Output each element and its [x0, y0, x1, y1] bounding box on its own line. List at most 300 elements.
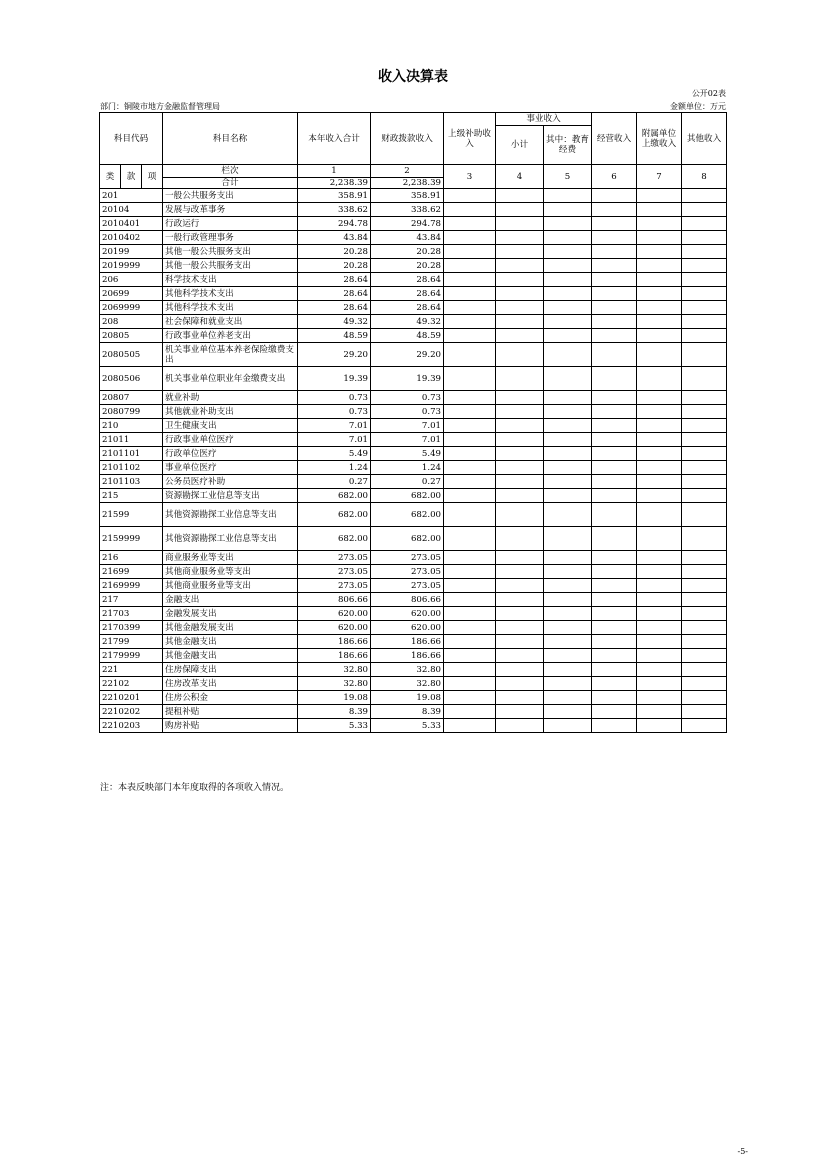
row-total: 49.32	[298, 315, 371, 329]
row-edu	[544, 635, 592, 649]
row-upper	[444, 649, 496, 663]
table-row	[100, 607, 727, 621]
col-index-8: 8	[682, 165, 727, 189]
row-edu	[544, 245, 592, 259]
row-edu	[544, 705, 592, 719]
row-subsidiary	[637, 203, 682, 217]
row-subsidiary	[637, 461, 682, 475]
row-upper	[444, 691, 496, 705]
row-edu	[544, 527, 592, 551]
row-name: 提租补贴	[163, 705, 298, 719]
row-fiscal: 0.73	[371, 391, 444, 405]
row-fiscal: 273.05	[371, 565, 444, 579]
row-subtotal	[496, 691, 544, 705]
row-total: 19.39	[298, 367, 371, 391]
row-total: 0.73	[298, 405, 371, 419]
row-code: 215	[100, 489, 163, 503]
table-row	[100, 635, 727, 649]
row-code: 2019999	[100, 259, 163, 273]
row-other	[682, 691, 727, 705]
row-edu	[544, 663, 592, 677]
row-subsidiary	[637, 273, 682, 287]
col-index-7: 7	[637, 165, 682, 189]
table-row	[100, 475, 727, 489]
header-business: 事业收入	[496, 113, 592, 126]
row-upper	[444, 189, 496, 203]
row-other	[682, 579, 727, 593]
row-operating	[592, 621, 637, 635]
header-code: 科目代码	[100, 113, 163, 165]
row-other	[682, 621, 727, 635]
row-subtotal	[496, 489, 544, 503]
row-other	[682, 203, 727, 217]
row-code: 2210201	[100, 691, 163, 705]
row-code: 216	[100, 551, 163, 565]
row-upper	[444, 607, 496, 621]
table-row	[100, 391, 727, 405]
row-subtotal	[496, 433, 544, 447]
row-subsidiary	[637, 489, 682, 503]
col-index-3: 3	[444, 165, 496, 189]
row-total: 338.62	[298, 203, 371, 217]
row-total: 0.27	[298, 475, 371, 489]
row-operating	[592, 551, 637, 565]
row-subsidiary	[637, 391, 682, 405]
row-name: 一般公共服务支出	[163, 189, 298, 203]
row-edu	[544, 649, 592, 663]
row-operating	[592, 343, 637, 367]
row-name: 社会保障和就业支出	[163, 315, 298, 329]
row-fiscal: 28.64	[371, 301, 444, 315]
row-upper	[444, 259, 496, 273]
row-code: 2159999	[100, 527, 163, 551]
row-subsidiary	[637, 593, 682, 607]
row-edu	[544, 329, 592, 343]
row-operating	[592, 447, 637, 461]
row-name: 金融支出	[163, 593, 298, 607]
row-code: 2080506	[100, 367, 163, 391]
row-name: 行政运行	[163, 217, 298, 231]
row-fiscal: 294.78	[371, 217, 444, 231]
row-operating	[592, 663, 637, 677]
row-fiscal: 8.39	[371, 705, 444, 719]
table-row	[100, 551, 727, 565]
row-name: 事业单位医疗	[163, 461, 298, 475]
row-upper	[444, 301, 496, 315]
row-subtotal	[496, 315, 544, 329]
row-edu	[544, 419, 592, 433]
row-subtotal	[496, 405, 544, 419]
row-operating	[592, 245, 637, 259]
row-name: 机关事业单位职业年金缴费支出	[163, 367, 298, 391]
row-total: 0.73	[298, 391, 371, 405]
row-edu	[544, 447, 592, 461]
row-edu	[544, 259, 592, 273]
row-total: 7.01	[298, 433, 371, 447]
row-edu	[544, 719, 592, 733]
row-subsidiary	[637, 405, 682, 419]
row-upper	[444, 329, 496, 343]
row-subsidiary	[637, 551, 682, 565]
row-fiscal: 273.05	[371, 579, 444, 593]
table-row	[100, 203, 727, 217]
table-row	[100, 489, 727, 503]
row-other	[682, 447, 727, 461]
header-xiang: 项	[142, 165, 163, 189]
row-code: 2210202	[100, 705, 163, 719]
row-fiscal: 1.24	[371, 461, 444, 475]
row-code: 21699	[100, 565, 163, 579]
col-index-2: 2	[371, 165, 444, 178]
row-name: 其他资源勘探工业信息等支出	[163, 527, 298, 551]
row-code: 21799	[100, 635, 163, 649]
row-other	[682, 719, 727, 733]
row-subsidiary	[637, 343, 682, 367]
row-subtotal	[496, 503, 544, 527]
row-operating	[592, 461, 637, 475]
row-edu	[544, 301, 592, 315]
row-subsidiary	[637, 287, 682, 301]
row-other	[682, 273, 727, 287]
row-other	[682, 649, 727, 663]
row-total: 7.01	[298, 419, 371, 433]
row-name: 公务员医疗补助	[163, 475, 298, 489]
row-code: 2210203	[100, 719, 163, 733]
row-operating	[592, 217, 637, 231]
row-upper	[444, 447, 496, 461]
row-fiscal: 273.05	[371, 551, 444, 565]
col-index-5: 5	[544, 165, 592, 189]
row-subsidiary	[637, 705, 682, 719]
header-subsidiary: 附属单位上缴收入	[637, 113, 682, 165]
row-operating	[592, 259, 637, 273]
row-total: 358.91	[298, 189, 371, 203]
row-total: 682.00	[298, 489, 371, 503]
row-operating	[592, 189, 637, 203]
row-upper	[444, 565, 496, 579]
row-other	[682, 287, 727, 301]
income-table	[99, 112, 727, 733]
row-other	[682, 329, 727, 343]
row-total: 620.00	[298, 621, 371, 635]
row-fiscal: 620.00	[371, 607, 444, 621]
row-operating	[592, 419, 637, 433]
row-edu	[544, 391, 592, 405]
row-fiscal: 28.64	[371, 273, 444, 287]
row-subsidiary	[637, 419, 682, 433]
row-operating	[592, 691, 637, 705]
row-total: 29.20	[298, 343, 371, 367]
row-fiscal: 32.80	[371, 677, 444, 691]
row-total: 5.49	[298, 447, 371, 461]
row-fiscal: 32.80	[371, 663, 444, 677]
row-edu	[544, 433, 592, 447]
row-subtotal	[496, 329, 544, 343]
row-fiscal: 0.27	[371, 475, 444, 489]
row-subsidiary	[637, 607, 682, 621]
row-upper	[444, 273, 496, 287]
col-index-6: 6	[592, 165, 637, 189]
row-code: 20807	[100, 391, 163, 405]
row-subtotal	[496, 343, 544, 367]
row-name: 其他一般公共服务支出	[163, 259, 298, 273]
row-name: 一般行政管理事务	[163, 231, 298, 245]
col-index-4: 4	[496, 165, 544, 189]
row-total: 48.59	[298, 329, 371, 343]
row-subsidiary	[637, 259, 682, 273]
row-name: 卫生健康支出	[163, 419, 298, 433]
header-lei: 类	[100, 165, 121, 189]
row-operating	[592, 649, 637, 663]
row-code: 2069999	[100, 301, 163, 315]
row-subtotal	[496, 461, 544, 475]
row-subsidiary	[637, 565, 682, 579]
row-name: 行政事业单位医疗	[163, 433, 298, 447]
row-fiscal: 0.73	[371, 405, 444, 419]
row-upper	[444, 635, 496, 649]
row-edu	[544, 565, 592, 579]
row-subtotal	[496, 677, 544, 691]
row-upper	[444, 475, 496, 489]
total-row-fiscal: 2,238.39	[371, 178, 444, 189]
header-other: 其他收入	[682, 113, 727, 165]
row-operating	[592, 329, 637, 343]
table-row	[100, 719, 727, 733]
row-other	[682, 391, 727, 405]
row-code: 2080799	[100, 405, 163, 419]
table-row	[100, 593, 727, 607]
row-name: 住房保障支出	[163, 663, 298, 677]
row-name: 就业补助	[163, 391, 298, 405]
row-edu	[544, 489, 592, 503]
row-edu	[544, 593, 592, 607]
table-row	[100, 231, 727, 245]
row-name: 其他金融发展支出	[163, 621, 298, 635]
row-subsidiary	[637, 527, 682, 551]
row-name: 发展与改革事务	[163, 203, 298, 217]
row-other	[682, 245, 727, 259]
row-operating	[592, 705, 637, 719]
row-upper	[444, 489, 496, 503]
row-other	[682, 259, 727, 273]
row-upper	[444, 315, 496, 329]
row-subsidiary	[637, 433, 682, 447]
row-code: 22102	[100, 677, 163, 691]
row-subsidiary	[637, 217, 682, 231]
row-total: 28.64	[298, 273, 371, 287]
row-total: 186.66	[298, 635, 371, 649]
row-upper	[444, 719, 496, 733]
col-index-1: 1	[298, 165, 371, 178]
row-subtotal	[496, 579, 544, 593]
table-row	[100, 433, 727, 447]
row-fiscal: 19.39	[371, 367, 444, 391]
table-row	[100, 565, 727, 579]
row-upper	[444, 217, 496, 231]
row-fiscal: 186.66	[371, 635, 444, 649]
row-upper	[444, 391, 496, 405]
row-subsidiary	[637, 245, 682, 259]
row-upper	[444, 287, 496, 301]
header-edu: 其中：教育经费	[544, 126, 592, 165]
row-name: 住房公积金	[163, 691, 298, 705]
row-subsidiary	[637, 503, 682, 527]
header-operating: 经营收入	[592, 113, 637, 165]
row-operating	[592, 405, 637, 419]
row-fiscal: 5.49	[371, 447, 444, 461]
row-subsidiary	[637, 649, 682, 663]
row-total: 28.64	[298, 301, 371, 315]
row-subtotal	[496, 301, 544, 315]
row-operating	[592, 231, 637, 245]
row-fiscal: 29.20	[371, 343, 444, 367]
row-subsidiary	[637, 621, 682, 635]
row-fiscal: 7.01	[371, 419, 444, 433]
row-edu	[544, 607, 592, 621]
row-edu	[544, 273, 592, 287]
row-operating	[592, 301, 637, 315]
row-upper	[444, 433, 496, 447]
table-row	[100, 329, 727, 343]
row-operating	[592, 719, 637, 733]
department-label: 部门：铜陵市地方金融监督管理局	[100, 102, 220, 111]
row-code: 20805	[100, 329, 163, 343]
row-upper	[444, 593, 496, 607]
row-subsidiary	[637, 301, 682, 315]
table-row	[100, 461, 727, 475]
row-fiscal: 682.00	[371, 527, 444, 551]
form-code: 公开02表	[691, 89, 726, 98]
row-edu	[544, 231, 592, 245]
table-row	[100, 367, 727, 391]
row-fiscal: 806.66	[371, 593, 444, 607]
row-operating	[592, 579, 637, 593]
row-code: 21599	[100, 503, 163, 527]
header-kuan: 款	[121, 165, 142, 189]
row-name: 科学技术支出	[163, 273, 298, 287]
row-total: 1.24	[298, 461, 371, 475]
row-total: 273.05	[298, 551, 371, 565]
row-fiscal: 20.28	[371, 245, 444, 259]
row-code: 21703	[100, 607, 163, 621]
row-subsidiary	[637, 663, 682, 677]
row-operating	[592, 527, 637, 551]
row-total: 273.05	[298, 565, 371, 579]
page-number: -5-	[737, 1147, 748, 1156]
row-subtotal	[496, 607, 544, 621]
row-other	[682, 217, 727, 231]
row-subtotal	[496, 391, 544, 405]
table-row	[100, 447, 727, 461]
row-subtotal	[496, 621, 544, 635]
row-upper	[444, 579, 496, 593]
row-fiscal: 7.01	[371, 433, 444, 447]
row-code: 217	[100, 593, 163, 607]
row-total: 682.00	[298, 503, 371, 527]
table-row	[100, 343, 727, 367]
row-other	[682, 301, 727, 315]
row-name: 其他一般公共服务支出	[163, 245, 298, 259]
row-edu	[544, 503, 592, 527]
row-edu	[544, 579, 592, 593]
row-code: 206	[100, 273, 163, 287]
row-subtotal	[496, 551, 544, 565]
row-subtotal	[496, 273, 544, 287]
row-other	[682, 433, 727, 447]
row-fiscal: 186.66	[371, 649, 444, 663]
row-subtotal	[496, 419, 544, 433]
row-other	[682, 405, 727, 419]
row-other	[682, 189, 727, 203]
table-row	[100, 579, 727, 593]
row-other	[682, 565, 727, 579]
row-edu	[544, 551, 592, 565]
row-operating	[592, 475, 637, 489]
row-edu	[544, 287, 592, 301]
row-code: 208	[100, 315, 163, 329]
table-row	[100, 691, 727, 705]
row-operating	[592, 287, 637, 301]
row-edu	[544, 475, 592, 489]
row-total: 806.66	[298, 593, 371, 607]
table-row	[100, 245, 727, 259]
row-operating	[592, 677, 637, 691]
row-subsidiary	[637, 677, 682, 691]
row-code: 20699	[100, 287, 163, 301]
row-subsidiary	[637, 719, 682, 733]
table-row	[100, 287, 727, 301]
row-upper	[444, 231, 496, 245]
row-total: 19.08	[298, 691, 371, 705]
table-body	[100, 189, 727, 733]
row-subtotal	[496, 245, 544, 259]
row-subsidiary	[637, 635, 682, 649]
row-edu	[544, 315, 592, 329]
row-name: 其他金融支出	[163, 635, 298, 649]
row-name: 行政单位医疗	[163, 447, 298, 461]
row-subsidiary	[637, 691, 682, 705]
row-edu	[544, 405, 592, 419]
row-subtotal	[496, 287, 544, 301]
row-total: 20.28	[298, 259, 371, 273]
row-edu	[544, 461, 592, 475]
row-operating	[592, 203, 637, 217]
row-upper	[444, 461, 496, 475]
total-row-label: 合计	[163, 178, 298, 189]
row-other	[682, 461, 727, 475]
row-operating	[592, 367, 637, 391]
row-upper	[444, 705, 496, 719]
table-row	[100, 273, 727, 287]
row-code: 2010401	[100, 217, 163, 231]
row-fiscal: 5.33	[371, 719, 444, 733]
row-fiscal: 620.00	[371, 621, 444, 635]
row-name: 其他资源勘探工业信息等支出	[163, 503, 298, 527]
row-subtotal	[496, 189, 544, 203]
row-subsidiary	[637, 231, 682, 245]
row-total: 620.00	[298, 607, 371, 621]
row-edu	[544, 367, 592, 391]
row-total: 32.80	[298, 677, 371, 691]
row-upper	[444, 343, 496, 367]
row-subtotal	[496, 367, 544, 391]
row-name: 金融发展支出	[163, 607, 298, 621]
row-upper	[444, 203, 496, 217]
row-other	[682, 475, 727, 489]
row-subsidiary	[637, 329, 682, 343]
row-edu	[544, 203, 592, 217]
row-total: 20.28	[298, 245, 371, 259]
